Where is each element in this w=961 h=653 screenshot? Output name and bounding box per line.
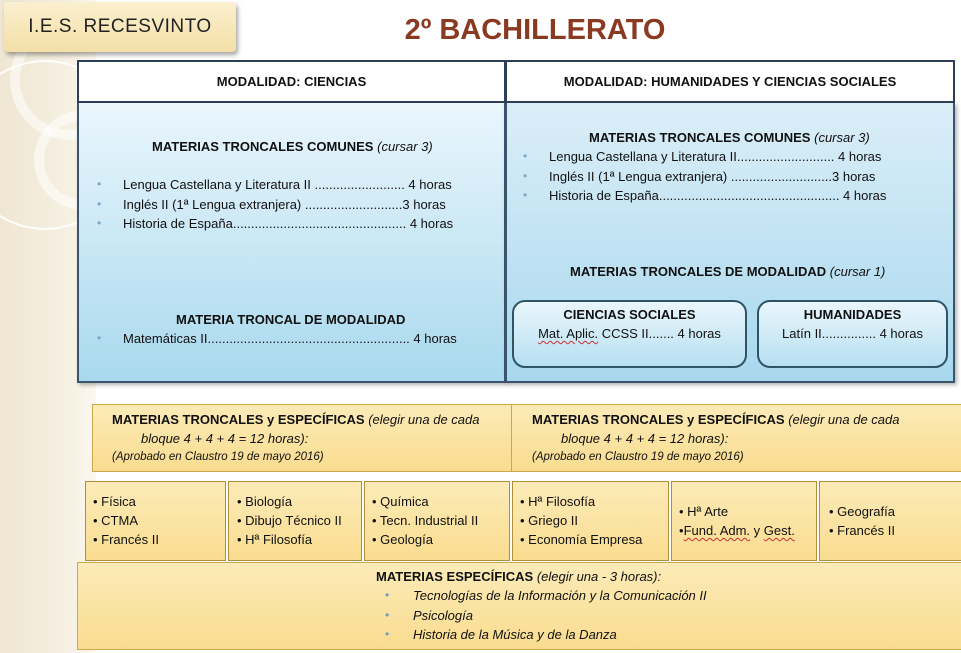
list-item: • Geología — [372, 532, 433, 547]
school-label: I.E.S. RECESVINTO — [4, 2, 236, 52]
materias-especificas-heading: MATERIAS ESPECÍFICAS (elegir una - 3 horas): — [376, 569, 662, 584]
list-item: • Matemáticas II........................................................ 4 horas — [93, 329, 457, 349]
subject-block-3 — [364, 481, 510, 561]
list-item: • CTMA — [93, 513, 138, 528]
modalidad-humanidades-header: MODALIDAD: HUMANIDADES Y CIENCIAS SOCIALES — [505, 60, 955, 103]
list-item: • Dibujo Técnico II — [237, 513, 342, 528]
list-item: • Inglés II (1ª Lengua extranjera) ............................3 horas — [519, 167, 886, 187]
list-item: • Francés II — [93, 532, 159, 547]
humanidades-title: HUMANIDADES — [803, 307, 902, 322]
troncales-especificas-right — [511, 404, 961, 472]
troncales-modalidad-heading: MATERIAS TRONCALES DE MODALIDAD (cursar 1) — [570, 264, 886, 279]
troncales-comunes-list — [519, 147, 886, 206]
ciencias-sociales-subject: Mat. Aplic. CCSS II....... 4 horas — [538, 326, 721, 341]
list-item: • Tecn. Industrial II — [372, 513, 479, 528]
list-item: • Historia de España................................................ 4 horas — [93, 214, 453, 234]
subject-block-5 — [671, 481, 817, 561]
list-item: • Física — [93, 494, 136, 509]
list-item: • Historia de España.................................................. 4 horas — [519, 186, 886, 206]
page-title: 2º BACHILLERATO — [404, 14, 666, 46]
troncales-especificas-line2: bloque 4 + 4 + 4 = 12 horas): — [141, 431, 309, 446]
humanidades-box — [757, 300, 948, 368]
troncales-comunes-heading: MATERIAS TRONCALES COMUNES (cursar 3) — [152, 139, 433, 154]
claustro-note: (Aprobado en Claustro 19 de mayo 2016) — [532, 451, 744, 463]
list-item: • Historia de la Música y de la Danza — [385, 625, 707, 645]
troncal-modalidad-list — [93, 329, 457, 349]
list-item: • Lengua Castellana y Literatura II ......................... 4 horas — [93, 175, 453, 195]
claustro-note: (Aprobado en Claustro 19 de mayo 2016) — [112, 451, 324, 463]
troncales-especificas-left — [92, 404, 512, 472]
troncales-especificas-heading: MATERIAS TRONCALES y ESPECÍFICAS (elegir una de cada — [532, 412, 900, 427]
list-item: • Griego II — [520, 513, 579, 528]
troncal-modalidad-heading: MATERIA TRONCAL DE MODALIDAD — [176, 312, 406, 327]
ciencias-sociales-title: CIENCIAS SOCIALES — [563, 307, 696, 322]
ciencias-panel — [77, 103, 506, 383]
troncales-especificas-heading: MATERIAS TRONCALES y ESPECÍFICAS (elegir una de cada — [112, 412, 480, 427]
troncales-comunes-list — [93, 175, 453, 234]
subject-block-1 — [85, 481, 226, 561]
humanidades-subject: Latín II............... 4 horas — [782, 326, 923, 341]
list-item: • Lengua Castellana y Literatura II........................... 4 horas — [519, 147, 886, 167]
list-item: • Tecnologías de la Información y la Comunicación II — [385, 586, 707, 606]
troncales-comunes-heading: MATERIAS TRONCALES COMUNES (cursar 3) — [589, 130, 870, 145]
subject-block-2 — [228, 481, 362, 561]
materias-especificas-list — [385, 586, 707, 645]
list-item: • Biología — [237, 494, 293, 509]
materias-especificas-panel — [77, 562, 961, 650]
list-item: • Hª Arte — [679, 504, 729, 519]
list-item: • Inglés II (1ª Lengua extranjera) ...........................3 horas — [93, 195, 453, 215]
list-item: • Psicología — [385, 606, 707, 626]
troncales-especificas-line2: bloque 4 + 4 + 4 = 12 horas): — [561, 431, 729, 446]
list-item: • Geografía — [829, 504, 895, 519]
modalidad-ciencias-header: MODALIDAD: CIENCIAS — [77, 60, 506, 103]
subject-block-4 — [512, 481, 669, 561]
list-item: • Hª Filosofía — [237, 532, 313, 547]
subject-block-6 — [819, 481, 961, 561]
list-item: • Química — [372, 494, 429, 509]
list-item: •Fund. Adm. y Gest. — [679, 523, 795, 538]
list-item: • Economía Empresa — [520, 532, 643, 547]
list-item: • Hª Filosofía — [520, 494, 596, 509]
list-item: • Francés II — [829, 523, 895, 538]
ciencias-sociales-box — [512, 300, 747, 368]
